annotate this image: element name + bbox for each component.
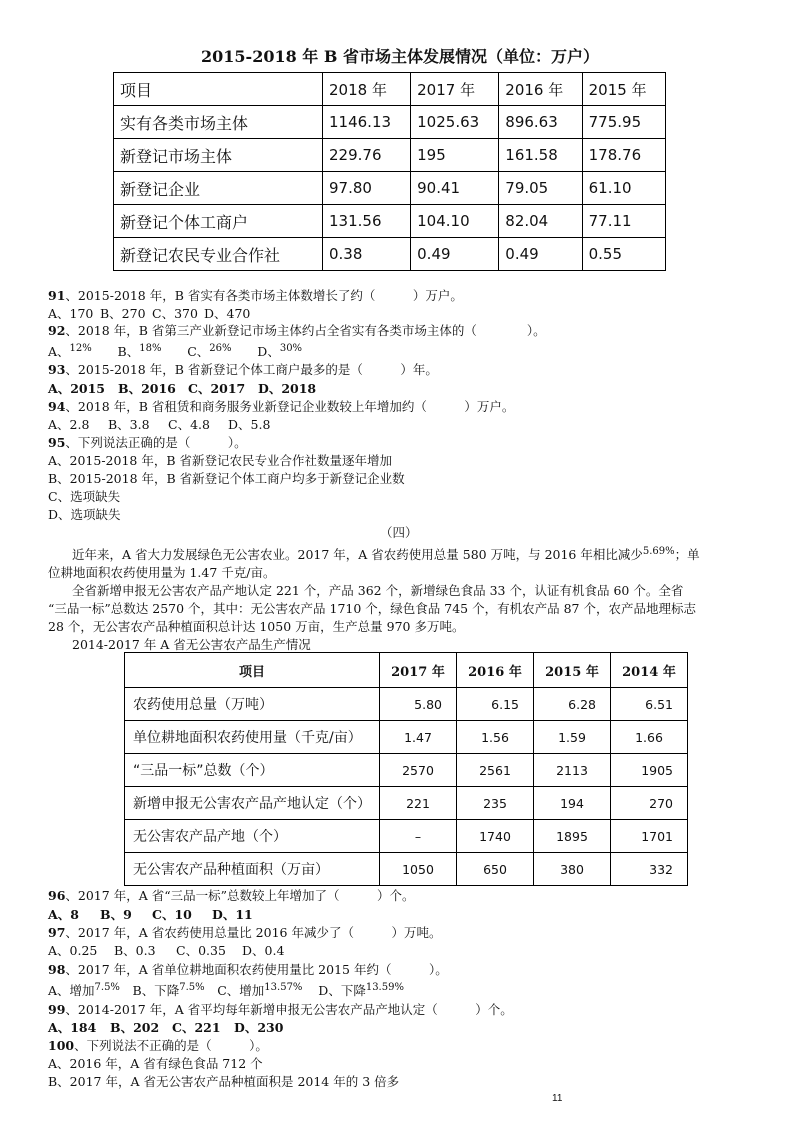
- table-cell: 104.10: [411, 205, 499, 238]
- question-99-options: [48, 1018, 283, 1036]
- option-label[interactable]: B、下降: [132, 983, 180, 998]
- table-header-row: [114, 73, 666, 106]
- paragraph-line: 全省新增申报无公害农产品产地认定 221 个，产品 362 个，新增绿色食品 33 个，认证有机食品 60 个。全省: [72, 583, 684, 598]
- table-cell: 1.56: [457, 721, 534, 754]
- paragraph-text: 近年来，A 省大力发展绿色无公害农业。2017 年，A 省农药使用总量 580 万吨，与 2016 年相比减少: [72, 547, 643, 562]
- table-cell: 新登记企业: [114, 172, 323, 205]
- question-93: [48, 360, 438, 378]
- table-cell: 1.59: [534, 721, 611, 754]
- question-number: 99: [48, 1002, 66, 1017]
- table-cell: 新增申报无公害农产品产地认定（个）: [125, 787, 380, 820]
- question-text: 、下列说法正确的是（ ）。: [65, 435, 247, 450]
- table-cell: 1.66: [611, 721, 688, 754]
- table-cell: 0.49: [499, 238, 582, 271]
- option[interactable]: D、2018: [258, 381, 317, 396]
- table-cell: 131.56: [323, 205, 411, 238]
- question-number: 96: [48, 888, 66, 903]
- table-cell: 82.04: [499, 205, 582, 238]
- option-value[interactable]: 26%: [209, 343, 232, 354]
- question-text: 、2018 年，B 省租赁和商务服务业新登记企业数较上年增加约（ ）万户。: [65, 399, 515, 414]
- paragraph-line: “三品一标”总数达 2570 个，其中：无公害农产品 1710 个，绿色食品 745 个，有机农产品 87 个，农产品地理标志: [48, 601, 696, 616]
- table-header-cell: 2018 年: [323, 73, 411, 106]
- table-header-cell: 2015 年: [582, 73, 665, 106]
- option[interactable]: B、9: [100, 907, 132, 922]
- option[interactable]: D、选项缺失: [48, 507, 121, 522]
- table-cell: 2561: [457, 754, 534, 787]
- table-cell: 61.10: [582, 172, 665, 205]
- table-cell: 90.41: [411, 172, 499, 205]
- option[interactable]: A、2015: [48, 381, 105, 396]
- option[interactable]: B、0.3: [114, 943, 156, 958]
- option-value[interactable]: 13.57%: [264, 982, 303, 993]
- table-header-cell: 2016 年: [457, 653, 534, 688]
- option-label[interactable]: D、下降: [318, 983, 366, 998]
- question-number: 94: [48, 399, 66, 414]
- paragraph-line: [72, 545, 700, 563]
- paragraph-percentage: 5.69%: [642, 546, 675, 557]
- table-header-cell: 2016 年: [499, 73, 582, 106]
- table-cell: 0.38: [323, 238, 411, 271]
- option-label[interactable]: D、: [257, 344, 280, 359]
- table-row: [125, 721, 688, 754]
- question-number: 100: [48, 1038, 75, 1053]
- question-text: 、2017 年，A 省农药使用总量比 2016 年减少了（ ）万吨。: [65, 925, 442, 940]
- table-header-cell: 2017 年: [411, 73, 499, 106]
- table-header-cell: 项目: [114, 73, 323, 106]
- table-row: [114, 106, 666, 139]
- option[interactable]: B、2016: [118, 381, 176, 396]
- option[interactable]: B、202: [110, 1020, 160, 1035]
- table-cell: 1146.13: [323, 106, 411, 139]
- question-text: 、2015-2018 年，B 省实有各类市场主体数增长了约（ ）万户。: [65, 288, 463, 303]
- option[interactable]: B、270: [100, 306, 146, 321]
- option[interactable]: D、470: [204, 306, 251, 321]
- table-cell: 235: [457, 787, 534, 820]
- table-cell: 新登记市场主体: [114, 139, 323, 172]
- table-cell: 161.58: [499, 139, 582, 172]
- table-header-cell: 2017 年: [380, 653, 457, 688]
- question-94: [48, 397, 514, 415]
- table-row: [125, 853, 688, 886]
- table-row: [114, 172, 666, 205]
- table-cell: –: [380, 820, 457, 853]
- option[interactable]: D、11: [212, 907, 253, 922]
- question-text: 、2017 年，A 省“三品一标”总数较上年增加了（ ）个。: [65, 888, 415, 903]
- table-header-cell: 2014 年: [611, 653, 688, 688]
- option[interactable]: B、2017 年，A 省无公害农产品种植面积是 2014 年的 3 倍多: [48, 1074, 400, 1089]
- table-cell: 1740: [457, 820, 534, 853]
- pollution-free-agriculture-table: [124, 652, 688, 886]
- table-cell: 229.76: [323, 139, 411, 172]
- question-number: 93: [48, 362, 66, 377]
- table-cell: 1.47: [380, 721, 457, 754]
- table-cell: 270: [611, 787, 688, 820]
- question-96-options: [48, 905, 253, 923]
- option-value[interactable]: 12%: [69, 343, 92, 354]
- table-cell: 1701: [611, 820, 688, 853]
- option-value[interactable]: 18%: [139, 343, 162, 354]
- option[interactable]: D、0.4: [242, 943, 285, 958]
- question-text: 、2014-2017 年，A 省平均每年新增申报无公害农产品产地认定（ ）个。: [65, 1002, 513, 1017]
- option-label[interactable]: A、增加: [48, 983, 95, 998]
- table-cell: 178.76: [582, 139, 665, 172]
- table-row: [114, 139, 666, 172]
- table-cell: 77.11: [582, 205, 665, 238]
- table-cell: 新登记农民专业合作社: [114, 238, 323, 271]
- table-cell: 单位耕地面积农药使用量（千克/亩）: [125, 721, 380, 754]
- question-98-options: [48, 981, 404, 999]
- question-95: [48, 433, 247, 451]
- question-number: 91: [48, 288, 66, 303]
- section-heading: （四）: [380, 525, 418, 540]
- table-cell: 无公害农产品种植面积（万亩）: [125, 853, 380, 886]
- question-text: 、2015-2018 年，B 省新登记个体工商户最多的是（ ）年。: [65, 362, 438, 377]
- option-value[interactable]: 7.5%: [94, 982, 120, 993]
- option[interactable]: A、0.25: [48, 943, 98, 958]
- question-number: 92: [48, 323, 66, 338]
- option[interactable]: C、2017: [188, 381, 246, 396]
- option[interactable]: A、8: [48, 907, 79, 922]
- option-value[interactable]: 30%: [279, 343, 303, 354]
- table-cell: 5.80: [380, 688, 457, 721]
- option[interactable]: D、230: [234, 1020, 284, 1035]
- table-header-cell: 2015 年: [534, 653, 611, 688]
- table-cell: 0.49: [411, 238, 499, 271]
- table-cell: 896.63: [499, 106, 582, 139]
- table-cell: 1895: [534, 820, 611, 853]
- paragraph-line: 28 个，无公害农产品种植面积总计达 1050 万亩，生产总量 970 多万吨。: [48, 619, 465, 634]
- table-cell: 79.05: [499, 172, 582, 205]
- table-row: [125, 787, 688, 820]
- table-row: [125, 820, 688, 853]
- question-98: [48, 960, 448, 978]
- option[interactable]: B、3.8: [108, 417, 150, 432]
- table-cell: 221: [380, 787, 457, 820]
- question-92: [48, 321, 546, 339]
- table-cell: 332: [611, 853, 688, 886]
- option-label[interactable]: C、: [187, 344, 210, 359]
- table-row: [125, 688, 688, 721]
- table-cell: 775.95: [582, 106, 665, 139]
- table-cell: 380: [534, 853, 611, 886]
- table1-title: 2015-2018 年 B 省市场主体发展情况（单位：万户）: [201, 47, 599, 66]
- table-cell: 0.55: [582, 238, 665, 271]
- question-91: [48, 286, 463, 304]
- option[interactable]: A、170: [48, 306, 94, 321]
- table-cell: 实有各类市场主体: [114, 106, 323, 139]
- table-cell: 1050: [380, 853, 457, 886]
- option-label[interactable]: B、: [117, 344, 140, 359]
- question-number: 95: [48, 435, 66, 450]
- table-row: [125, 754, 688, 787]
- option[interactable]: A、2.8: [48, 417, 90, 432]
- option[interactable]: B、2015-2018 年，B 省新登记个体工商户均多于新登记企业数: [48, 471, 405, 486]
- table-cell: 1905: [611, 754, 688, 787]
- question-text: 、下列说法不正确的是（ ）。: [74, 1038, 268, 1053]
- question-94-options: [48, 415, 270, 433]
- question-93-options: [48, 379, 316, 397]
- option[interactable]: A、2016 年，A 省有绿色食品 712 个: [48, 1056, 263, 1071]
- option[interactable]: C、选项缺失: [48, 489, 121, 504]
- question-99: [48, 1000, 513, 1018]
- option[interactable]: C、0.35: [176, 943, 226, 958]
- table-cell: 6.51: [611, 688, 688, 721]
- option[interactable]: C、221: [172, 1020, 221, 1035]
- option-value[interactable]: 13.59%: [365, 982, 404, 993]
- table-cell: 无公害农产品产地（个）: [125, 820, 380, 853]
- table-cell: “三品一标”总数（个）: [125, 754, 380, 787]
- option[interactable]: A、2015-2018 年，B 省新登记农民专业合作社数量逐年增加: [48, 453, 393, 468]
- table-cell: 农药使用总量（万吨）: [125, 688, 380, 721]
- question-97-options: [48, 941, 284, 959]
- question-text: 、2018 年，B 省第三产业新登记市场主体约占全省实有各类市场主体的（ ）。: [65, 323, 546, 338]
- table-row: [114, 205, 666, 238]
- question-96: [48, 886, 414, 904]
- table-cell: 6.15: [457, 688, 534, 721]
- table-cell: 194: [534, 787, 611, 820]
- option[interactable]: C、10: [152, 907, 192, 922]
- question-number: 97: [48, 925, 66, 940]
- paragraph-text: ；单: [674, 547, 700, 562]
- question-number: 98: [48, 962, 66, 977]
- table-cell: 1025.63: [411, 106, 499, 139]
- page-number: 11: [552, 1093, 563, 1104]
- option-value[interactable]: 7.5%: [179, 982, 205, 993]
- table-header-cell: 项目: [125, 653, 380, 688]
- question-97: [48, 923, 441, 941]
- table-row: [114, 238, 666, 271]
- option[interactable]: A、184: [48, 1020, 97, 1035]
- option[interactable]: D、5.8: [228, 417, 271, 432]
- option[interactable]: C、370: [152, 306, 198, 321]
- table-cell: 97.80: [323, 172, 411, 205]
- table-header-row: [125, 653, 688, 688]
- paragraph-line: 位耕地面积农药使用量为 1.47 千克/亩。: [48, 565, 276, 580]
- table-cell: 6.28: [534, 688, 611, 721]
- table-cell: 2113: [534, 754, 611, 787]
- market-entity-table: [113, 72, 666, 271]
- table-cell: 650: [457, 853, 534, 886]
- option-label[interactable]: C、增加: [217, 983, 265, 998]
- question-92-options: [48, 342, 302, 360]
- question-text: 、2017 年，A 省单位耕地面积农药使用量比 2015 年约（ ）。: [65, 962, 448, 977]
- option[interactable]: C、4.8: [168, 417, 210, 432]
- option-label[interactable]: A、: [48, 344, 70, 359]
- question-91-options: [48, 304, 250, 322]
- table-cell: 195: [411, 139, 499, 172]
- table2-caption: 2014-2017 年 A 省无公害农产品生产情况: [72, 637, 311, 652]
- table-cell: 新登记个体工商户: [114, 205, 323, 238]
- table-cell: 2570: [380, 754, 457, 787]
- question-100: [48, 1036, 268, 1054]
